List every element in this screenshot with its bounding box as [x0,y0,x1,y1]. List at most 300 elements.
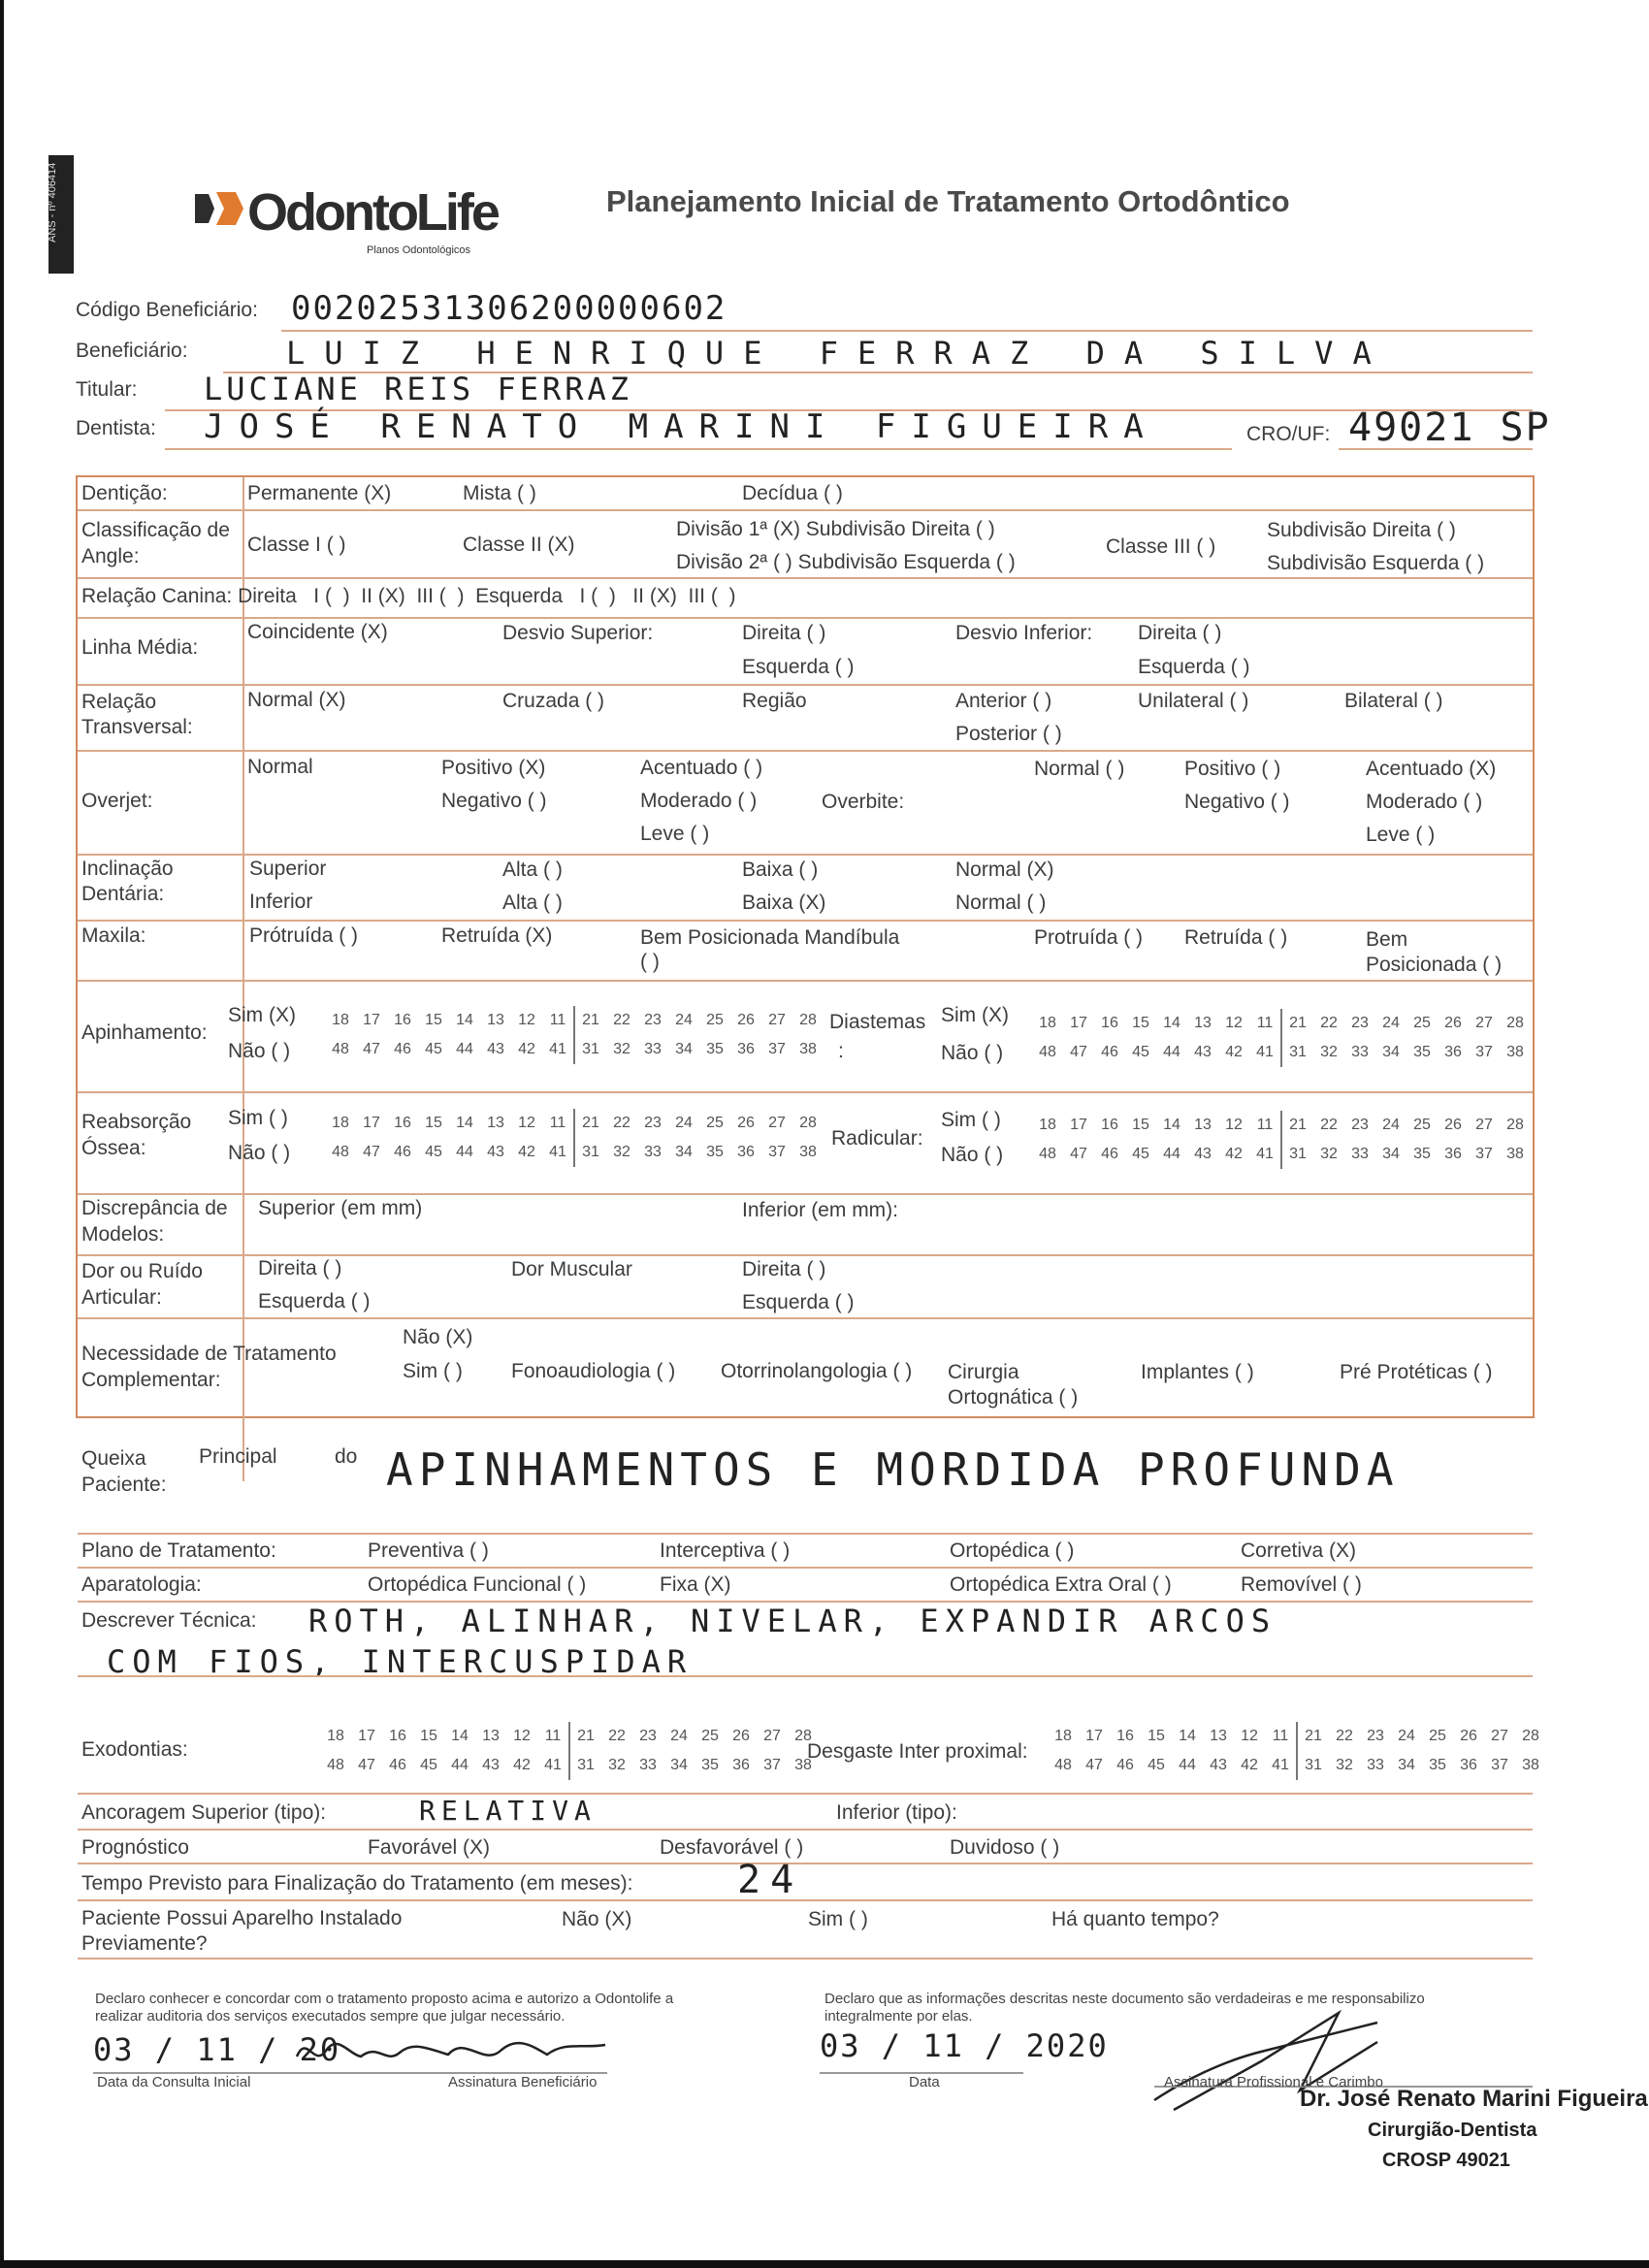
tooth-24[interactable]: 24 [1382,1117,1400,1133]
aparatologia-fixa[interactable]: Fixa (X) [660,1573,731,1596]
tooth-24[interactable]: 24 [675,1115,693,1131]
necessidade-ortognatica[interactable]: Ortognática ( ) [948,1386,1079,1409]
titular-value[interactable]: LUCIANE REIS FERRAZ [204,371,633,407]
codigo-value[interactable]: 00202531306200000602 [291,289,728,328]
tooth-15[interactable]: 15 [1148,1728,1165,1744]
tooth-35[interactable]: 35 [701,1757,719,1773]
tooth-27[interactable]: 27 [1475,1117,1493,1133]
tooth-26[interactable]: 26 [1444,1015,1462,1031]
tooth-44[interactable]: 44 [1163,1146,1180,1162]
discrepancia-superior[interactable]: Superior (em mm) [258,1197,423,1219]
tooth-34[interactable]: 34 [1382,1146,1400,1162]
tooth-26[interactable]: 26 [1444,1117,1462,1133]
tooth-22[interactable]: 22 [608,1728,626,1744]
tooth-36[interactable]: 36 [1460,1757,1477,1773]
aparatologia-extra[interactable]: Ortopédica Extra Oral ( ) [950,1573,1172,1596]
tooth-25[interactable]: 25 [706,1115,724,1131]
inclinacao-alta-inf[interactable]: Alta ( ) [502,891,563,914]
tooth-42[interactable]: 42 [518,1144,535,1160]
tooth-18[interactable]: 18 [1054,1728,1072,1744]
mandibula-retruida[interactable]: Retruída ( ) [1184,926,1288,949]
maxila-protruida[interactable]: Prótruída ( ) [249,924,359,947]
tooth-28[interactable]: 28 [1506,1015,1524,1031]
denticao-decidua[interactable]: Decídua ( ) [742,482,843,504]
tooth-43[interactable]: 43 [487,1041,504,1057]
tooth-37[interactable]: 37 [1475,1044,1493,1060]
tooth-38[interactable]: 38 [799,1144,817,1160]
tooth-25[interactable]: 25 [1413,1117,1431,1133]
tecnica-line-1[interactable]: ROTH, ALINHAR, NIVELAR, EXPANDIR ARCOS [308,1603,1277,1639]
denticao-permanente[interactable]: Permanente (X) [247,482,392,504]
angle-classe-1[interactable]: Classe I ( ) [247,534,346,556]
inclinacao-baixa-inf[interactable]: Baixa (X) [742,891,826,914]
linha-inf-esquerda[interactable]: Esquerda ( ) [1138,656,1250,678]
linha-inf-direita[interactable]: Direita ( ) [1138,622,1222,644]
tooth-25[interactable]: 25 [706,1012,724,1028]
tooth-25[interactable]: 25 [701,1728,719,1744]
tooth-45[interactable]: 45 [425,1041,442,1057]
tooth-42[interactable]: 42 [1225,1044,1243,1060]
inclinacao-alta-sup[interactable]: Alta ( ) [502,859,563,881]
inclinacao-baixa-sup[interactable]: Baixa ( ) [742,859,819,881]
tooth-43[interactable]: 43 [1194,1146,1212,1162]
tooth-36[interactable]: 36 [732,1757,750,1773]
tooth-32[interactable]: 32 [1320,1044,1338,1060]
tooth-24[interactable]: 24 [1382,1015,1400,1031]
desgaste-teeth[interactable] [1048,1722,1546,1780]
tooth-33[interactable]: 33 [639,1757,657,1773]
linha-sup-esquerda[interactable]: Esquerda ( ) [742,656,855,678]
tooth-46[interactable]: 46 [1101,1146,1118,1162]
tooth-41[interactable]: 41 [549,1144,566,1160]
tooth-11[interactable]: 11 [1256,1117,1274,1133]
tooth-42[interactable]: 42 [1225,1146,1243,1162]
tooth-32[interactable]: 32 [608,1757,626,1773]
tooth-15[interactable]: 15 [1132,1117,1149,1133]
tooth-44[interactable]: 44 [1163,1044,1180,1060]
tooth-24[interactable]: 24 [675,1012,693,1028]
prognostico-duvidoso[interactable]: Duvidoso ( ) [950,1836,1060,1859]
diastemas-sim[interactable]: Sim (X) [941,1004,1009,1026]
radicular-nao[interactable]: Não ( ) [941,1144,1004,1166]
tooth-11[interactable]: 11 [549,1115,566,1131]
tooth-25[interactable]: 25 [1429,1728,1446,1744]
tooth-45[interactable]: 45 [420,1757,437,1773]
tooth-35[interactable]: 35 [1429,1757,1446,1773]
tooth-46[interactable]: 46 [389,1757,406,1773]
maxila-retruida[interactable]: Retruída (X) [441,924,553,947]
tooth-34[interactable]: 34 [675,1041,693,1057]
dor-muscular-label: Dor Muscular [511,1258,632,1280]
reabsorcao-sim[interactable]: Sim ( ) [228,1107,288,1129]
diastemas-nao[interactable]: Não ( ) [941,1042,1004,1064]
aparelho-label-2: Previamente? [81,1932,208,1955]
radicular-teeth[interactable] [1032,1111,1531,1169]
exodontias-teeth[interactable] [320,1722,819,1780]
linha-coincidente[interactable]: Coincidente (X) [247,621,388,643]
angle-sub-direita[interactable]: Subdivisão Direita ( ) [1267,519,1456,541]
tooth-12[interactable]: 12 [1225,1117,1243,1133]
queixa-value[interactable]: APINHAMENTOS E MORDIDA PROFUNDA [386,1443,1400,1496]
tooth-43[interactable]: 43 [482,1757,500,1773]
necessidade-sim[interactable]: Sim ( ) [403,1360,463,1382]
tooth-18[interactable]: 18 [332,1115,349,1131]
tooth-12[interactable]: 12 [1241,1728,1258,1744]
tooth-22[interactable]: 22 [1336,1728,1353,1744]
tooth-21[interactable]: 21 [582,1115,599,1131]
tooth-32[interactable]: 32 [613,1144,630,1160]
tooth-14[interactable]: 14 [1163,1015,1180,1031]
overjet-moderado[interactable]: Moderado ( ) [640,790,758,812]
tooth-21[interactable]: 21 [1305,1728,1322,1744]
tooth-14[interactable]: 14 [1163,1117,1180,1133]
tooth-32[interactable]: 32 [1320,1146,1338,1162]
prognostico-favoravel[interactable]: Favorável (X) [368,1836,491,1859]
dor-esquerda[interactable]: Esquerda ( ) [258,1290,371,1312]
relacao-canina[interactable]: Relação Canina: Direita I ( ) II (X) III ( ) Esquerda I ( ) II (X) III ( ) [81,585,736,607]
apinhamento-nao[interactable]: Não ( ) [228,1040,291,1062]
tooth-18[interactable]: 18 [1039,1117,1056,1133]
plano-preventiva[interactable]: Preventiva ( ) [368,1539,489,1562]
tooth-48[interactable]: 48 [332,1144,349,1160]
transversal-unilateral[interactable]: Unilateral ( ) [1138,690,1249,712]
plano-interceptiva[interactable]: Interceptiva ( ) [660,1539,791,1562]
tooth-45[interactable]: 45 [1132,1044,1149,1060]
tooth-23[interactable]: 23 [1351,1117,1369,1133]
cro-value[interactable]: 49021 SP [1348,405,1551,450]
tooth-47[interactable]: 47 [1085,1757,1103,1773]
tooth-47[interactable]: 47 [363,1041,380,1057]
tooth-21[interactable]: 21 [577,1728,595,1744]
tooth-37[interactable]: 37 [1475,1146,1493,1162]
tooth-45[interactable]: 45 [1148,1757,1165,1773]
tooth-33[interactable]: 33 [1351,1044,1369,1060]
necessidade-implantes[interactable]: Implantes ( ) [1141,1361,1254,1383]
tooth-16[interactable]: 16 [394,1012,411,1028]
tooth-37[interactable]: 37 [768,1041,786,1057]
titular-label: Titular: [76,378,138,401]
tooth-36[interactable]: 36 [1444,1146,1462,1162]
tooth-27[interactable]: 27 [1475,1015,1493,1031]
angle-classe-2[interactable]: Classe II (X) [463,534,575,556]
tooth-46[interactable]: 46 [394,1144,411,1160]
discrepancia-inferior[interactable]: Inferior (em mm): [742,1199,899,1221]
tooth-31[interactable]: 31 [1289,1044,1307,1060]
tooth-31[interactable]: 31 [577,1757,595,1773]
tooth-31[interactable]: 31 [582,1041,599,1057]
tooth-17[interactable]: 17 [363,1012,380,1028]
tooth-17[interactable]: 17 [1070,1117,1087,1133]
tooth-21[interactable]: 21 [1289,1015,1307,1031]
ancoragem-inferior[interactable]: Inferior (tipo): [836,1801,957,1824]
tooth-43[interactable]: 43 [487,1144,504,1160]
tooth-23[interactable]: 23 [1367,1728,1384,1744]
aparatologia-funcional[interactable]: Ortopédica Funcional ( ) [368,1573,587,1596]
tooth-16[interactable]: 16 [1101,1117,1118,1133]
angle-divisao-2[interactable]: Divisão 2ª ( ) Subdivisão Esquerda ( ) [676,551,1016,573]
tooth-13[interactable]: 13 [482,1728,500,1744]
tooth-45[interactable]: 45 [1132,1146,1149,1162]
inclinacao-normal-sup[interactable]: Normal (X) [955,859,1054,881]
tooth-31[interactable]: 31 [1305,1757,1322,1773]
assinatura-prof-label: Assinatura Profissional e Carimbo [1164,2074,1383,2090]
inclinacao-normal-inf[interactable]: Normal ( ) [955,891,1047,914]
necessidade-protetica[interactable]: Pré Protéticas ( ) [1340,1361,1493,1383]
beneficiario-value[interactable]: LUIZ HENRIQUE FERRAZ DA SILVA [286,335,1391,372]
tooth-17[interactable]: 17 [358,1728,375,1744]
apinhamento-sim[interactable]: Sim (X) [228,1004,296,1026]
tooth-48[interactable]: 48 [1039,1146,1056,1162]
tooth-33[interactable]: 33 [644,1041,662,1057]
overbite-normal[interactable]: Normal ( ) [1034,758,1125,780]
tooth-35[interactable]: 35 [1413,1044,1431,1060]
stamp-cro: CROSP 49021 [1382,2150,1510,2171]
tempo-value[interactable]: 24 [737,1858,804,1902]
tooth-33[interactable]: 33 [644,1144,662,1160]
tooth-22[interactable]: 22 [613,1012,630,1028]
tooth-47[interactable]: 47 [1070,1146,1087,1162]
tooth-35[interactable]: 35 [706,1041,724,1057]
tooth-34[interactable]: 34 [675,1144,693,1160]
tooth-38[interactable]: 38 [1506,1044,1524,1060]
data-consulta-value[interactable]: 03 / 11 / 20 [93,2031,341,2068]
tooth-37[interactable]: 37 [1491,1757,1508,1773]
tooth-41[interactable]: 41 [544,1757,562,1773]
tooth-14[interactable]: 14 [456,1115,473,1131]
tooth-37[interactable]: 37 [763,1757,781,1773]
tooth-27[interactable]: 27 [768,1012,786,1028]
tooth-48[interactable]: 48 [332,1041,349,1057]
tooth-45[interactable]: 45 [425,1144,442,1160]
tooth-26[interactable]: 26 [737,1115,755,1131]
aparelho-nao[interactable]: Não (X) [562,1908,632,1930]
tooth-28[interactable]: 28 [799,1115,817,1131]
tooth-32[interactable]: 32 [613,1041,630,1057]
tooth-11[interactable]: 11 [549,1012,566,1028]
tecnica-line-2[interactable]: COM FIOS, INTERCUSPIDAR [107,1643,694,1680]
tooth-43[interactable]: 43 [1194,1044,1212,1060]
tooth-26[interactable]: 26 [732,1728,750,1744]
tooth-14[interactable]: 14 [451,1728,469,1744]
tooth-44[interactable]: 44 [451,1757,469,1773]
aparelho-sim[interactable]: Sim ( ) [808,1908,868,1930]
tooth-38[interactable]: 38 [1506,1146,1524,1162]
tooth-35[interactable]: 35 [1413,1146,1431,1162]
tooth-47[interactable]: 47 [1070,1044,1087,1060]
tooth-33[interactable]: 33 [1367,1757,1384,1773]
overjet-acentuado[interactable]: Acentuado ( ) [640,757,763,779]
transversal-bilateral[interactable]: Bilateral ( ) [1344,690,1443,712]
tooth-42[interactable]: 42 [518,1041,535,1057]
tooth-42[interactable]: 42 [1241,1757,1258,1773]
tooth-41[interactable]: 41 [549,1041,566,1057]
necessidade-otorrino[interactable]: Otorrinolangologia ( ) [721,1360,913,1382]
aparelho-ha-quanto[interactable]: Há quanto tempo? [1051,1908,1219,1930]
tooth-32[interactable]: 32 [1336,1757,1353,1773]
overbite-positivo[interactable]: Positivo ( ) [1184,758,1281,780]
tooth-44[interactable]: 44 [456,1041,473,1057]
tooth-33[interactable]: 33 [1351,1146,1369,1162]
tooth-15[interactable]: 15 [420,1728,437,1744]
tooth-11[interactable]: 11 [1256,1015,1274,1031]
tooth-47[interactable]: 47 [363,1144,380,1160]
tooth-13[interactable]: 13 [1210,1728,1227,1744]
tooth-17[interactable]: 17 [363,1115,380,1131]
overbite-negativo[interactable]: Negativo ( ) [1184,791,1290,813]
necessidade-fono[interactable]: Fonoaudiologia ( ) [511,1360,676,1382]
tooth-26[interactable]: 26 [737,1012,755,1028]
tooth-41[interactable]: 41 [1272,1757,1289,1773]
tooth-28[interactable]: 28 [1506,1117,1524,1133]
denticao-mista[interactable]: Mista ( ) [463,482,536,504]
tooth-31[interactable]: 31 [582,1144,599,1160]
tooth-21[interactable]: 21 [1289,1117,1307,1133]
tooth-23[interactable]: 23 [644,1012,662,1028]
tooth-35[interactable]: 35 [706,1144,724,1160]
tooth-12[interactable]: 12 [513,1728,531,1744]
radicular-sim[interactable]: Sim ( ) [941,1109,1001,1131]
plano-corretiva[interactable]: Corretiva (X) [1241,1539,1357,1562]
tooth-48[interactable]: 48 [327,1757,344,1773]
tooth-34[interactable]: 34 [1398,1757,1415,1773]
linha-sup-direita[interactable]: Direita ( ) [742,622,826,644]
tooth-21[interactable]: 21 [582,1012,599,1028]
tooth-13[interactable]: 13 [487,1115,504,1131]
tooth-36[interactable]: 36 [1444,1044,1462,1060]
tooth-22[interactable]: 22 [1320,1117,1338,1133]
tooth-46[interactable]: 46 [1101,1044,1118,1060]
dor-muscular-esquerda[interactable]: Esquerda ( ) [742,1291,855,1313]
tooth-48[interactable]: 48 [1039,1044,1056,1060]
cro-label: CRO/UF: [1246,423,1331,445]
tooth-36[interactable]: 36 [737,1144,755,1160]
tooth-12[interactable]: 12 [518,1115,535,1131]
diastemas-teeth[interactable] [1032,1009,1531,1067]
transversal-cruzada[interactable]: Cruzada ( ) [502,690,605,712]
tooth-23[interactable]: 23 [644,1115,662,1131]
tooth-17[interactable]: 17 [1085,1728,1103,1744]
tooth-15[interactable]: 15 [425,1012,442,1028]
tooth-14[interactable]: 14 [1179,1728,1196,1744]
transversal-anterior[interactable]: Anterior ( ) [955,690,1052,712]
tooth-34[interactable]: 34 [670,1757,688,1773]
tooth-36[interactable]: 36 [737,1041,755,1057]
tooth-44[interactable]: 44 [1179,1757,1196,1773]
necessidade-cirurgia[interactable]: Cirurgia [948,1361,1019,1383]
data-value[interactable]: 03 / 11 / 2020 [820,2027,1109,2064]
dentista-value[interactable]: JOSÉ RENATO MARINI FIGUEIRA [204,407,1159,446]
tooth-44[interactable]: 44 [456,1144,473,1160]
tooth-12[interactable]: 12 [518,1012,535,1028]
tooth-37[interactable]: 37 [768,1144,786,1160]
tooth-38[interactable]: 38 [794,1757,812,1773]
tooth-43[interactable]: 43 [1210,1757,1227,1773]
overjet-negativo[interactable]: Negativo ( ) [441,790,547,812]
tooth-18[interactable]: 18 [332,1012,349,1028]
tooth-11[interactable]: 11 [544,1728,562,1744]
tooth-34[interactable]: 34 [1382,1044,1400,1060]
apinhamento-teeth[interactable] [325,1006,824,1064]
tooth-27[interactable]: 27 [1491,1728,1508,1744]
overbite-leve[interactable]: Leve ( ) [1366,824,1436,846]
tooth-16[interactable]: 16 [1116,1728,1134,1744]
tooth-17[interactable]: 17 [1070,1015,1087,1031]
linha-desvio-superior: Desvio Superior: [502,622,654,644]
tooth-11[interactable]: 11 [1272,1728,1289,1744]
tooth-38[interactable]: 38 [799,1041,817,1057]
tooth-14[interactable]: 14 [456,1012,473,1028]
reabsorcao-teeth[interactable] [325,1109,824,1167]
angle-sub-esquerda[interactable]: Subdivisão Esquerda ( ) [1267,552,1485,574]
tooth-41[interactable]: 41 [1256,1146,1274,1162]
tooth-41[interactable]: 41 [1256,1044,1274,1060]
tooth-16[interactable]: 16 [1101,1015,1118,1031]
tooth-31[interactable]: 31 [1289,1146,1307,1162]
tooth-15[interactable]: 15 [1132,1015,1149,1031]
tooth-47[interactable]: 47 [358,1757,375,1773]
tooth-23[interactable]: 23 [639,1728,657,1744]
mandibula-protruida[interactable]: Protruída ( ) [1034,926,1144,949]
aparatologia-removivel[interactable]: Removível ( ) [1241,1573,1362,1596]
tooth-27[interactable]: 27 [768,1115,786,1131]
tooth-22[interactable]: 22 [1320,1015,1338,1031]
transversal-normal[interactable]: Normal (X) [247,689,346,711]
angle-divisao-1[interactable]: Divisão 1ª (X) Subdivisão Direita ( ) [676,518,995,540]
overjet-positivo[interactable]: Positivo (X) [441,757,546,779]
transversal-posterior[interactable]: Posterior ( ) [955,723,1062,745]
overjet-leve[interactable]: Leve ( ) [640,823,710,845]
tooth-28[interactable]: 28 [794,1728,812,1744]
tooth-16[interactable]: 16 [389,1728,406,1744]
tooth-46[interactable]: 46 [1116,1757,1134,1773]
tooth-42[interactable]: 42 [513,1757,531,1773]
angle-classe-3[interactable]: Classe III ( ) [1106,535,1216,558]
overbite-moderado[interactable]: Moderado ( ) [1366,791,1483,813]
tooth-13[interactable]: 13 [1194,1117,1212,1133]
tooth-15[interactable]: 15 [425,1115,442,1131]
prognostico-desfavoravel[interactable]: Desfavorável ( ) [660,1836,804,1859]
dor-direita[interactable]: Direita ( ) [258,1257,342,1280]
tooth-26[interactable]: 26 [1460,1728,1477,1744]
dor-muscular-direita[interactable]: Direita ( ) [742,1258,826,1280]
tooth-12[interactable]: 12 [1225,1015,1243,1031]
mandibula-bem-label[interactable]: Bem Posicionada Mandíbula [640,926,900,949]
tooth-22[interactable]: 22 [613,1115,630,1131]
plano-ortopedica[interactable]: Ortopédica ( ) [950,1539,1075,1562]
tooth-16[interactable]: 16 [394,1115,411,1131]
tooth-24[interactable]: 24 [670,1728,688,1744]
tooth-28[interactable]: 28 [799,1012,817,1028]
ancoragem-value[interactable]: RELATIVA [419,1795,597,1827]
overbite-acentuado[interactable]: Acentuado (X) [1366,758,1497,780]
reabsorcao-nao[interactable]: Não ( ) [228,1142,291,1164]
tooth-13[interactable]: 13 [487,1012,504,1028]
mandibula-posicionada[interactable]: Posicionada ( ) [1366,954,1503,976]
tooth-24[interactable]: 24 [1398,1728,1415,1744]
tooth-46[interactable]: 46 [394,1041,411,1057]
tooth-25[interactable]: 25 [1413,1015,1431,1031]
tooth-27[interactable]: 27 [763,1728,781,1744]
mandibula-bem-paren[interactable]: ( ) [640,951,660,973]
tooth-28[interactable]: 28 [1522,1728,1539,1744]
tooth-38[interactable]: 38 [1522,1757,1539,1773]
tooth-13[interactable]: 13 [1194,1015,1212,1031]
tooth-23[interactable]: 23 [1351,1015,1369,1031]
tooth-18[interactable]: 18 [327,1728,344,1744]
necessidade-nao[interactable]: Não (X) [403,1326,473,1348]
tooth-18[interactable]: 18 [1039,1015,1056,1031]
tooth-48[interactable]: 48 [1054,1757,1072,1773]
